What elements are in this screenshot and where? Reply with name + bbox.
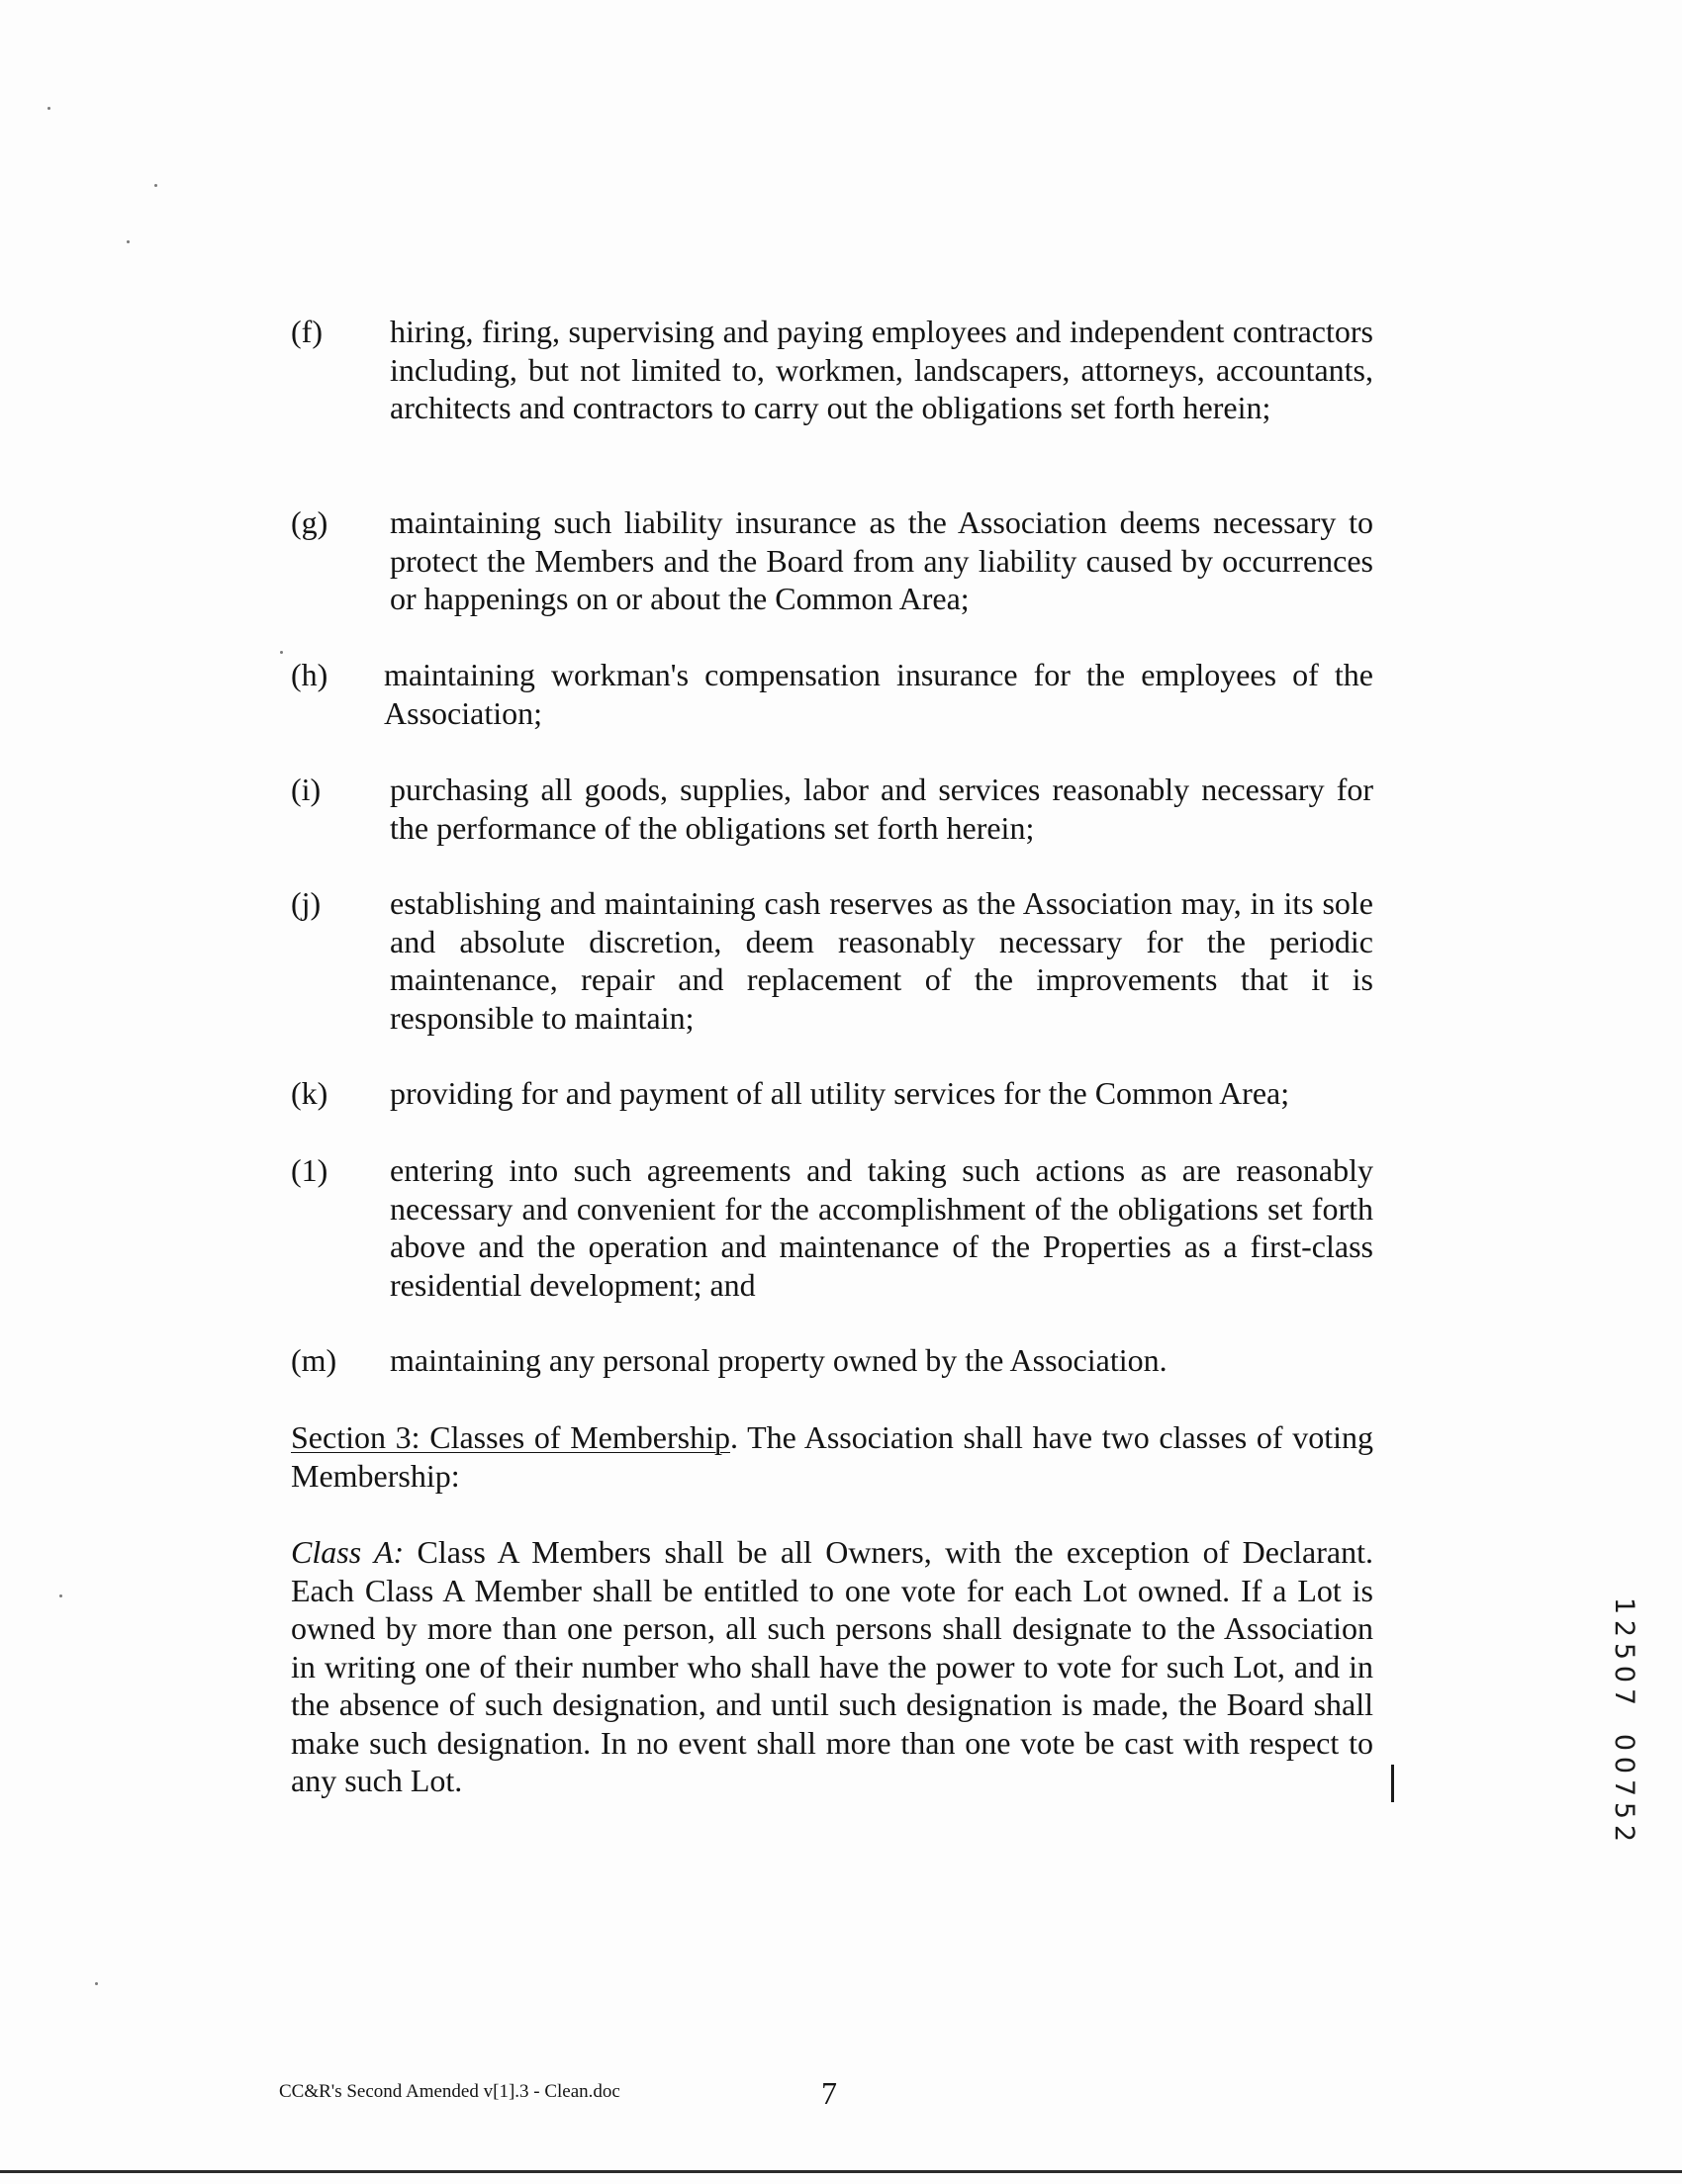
revision-change-bar [1391, 1765, 1394, 1802]
list-item [291, 1074, 1373, 1113]
list-item-label: (i) [291, 772, 322, 807]
class-a-text: Class A Members shall be all Owners, with the exception of Declarant. Each Class A Member shall be entitled to one vote for each Lot owned. If a Lot is owned by more than one person, all such persons shall designate to the Association in writing one of their number who shall have the power to vote for such Lot, and in the absence of such designation, and until such designation is made, the Board shall make such designation. In no event shall more than one vote be cast with respect to any such Lot. [291, 1534, 1374, 1798]
scan-speck [47, 107, 50, 110]
scan-speck [280, 651, 283, 654]
list-item-label: (k) [291, 1075, 328, 1111]
list-item-label: (m) [291, 1342, 337, 1378]
margin-recording-stamp [1605, 1594, 1644, 1845]
list-item-text: entering into such agreements and taking such actions as are reasonably necessary and convenient for the accomplishment of the obligations set forth above and the operation and maintenance of the Properties as a first-class residential development; and [390, 1152, 1373, 1303]
list-item-label: (1) [291, 1152, 328, 1188]
list-item-text: maintaining such liability insurance as the Association deems necessary to protect the Members and the Board from any liability caused by occurrences or happenings on or about the Common Area; [390, 504, 1373, 616]
list-item-label: (f) [291, 314, 323, 349]
list-item-text: hiring, firing, supervising and paying employees and independent contractors including, but not limited to, workmen, landscapers, attorneys, accountants, architects and contractors to carry out the obligations set forth herein; [390, 314, 1373, 425]
stamp-digit: 0 [1609, 1665, 1640, 1684]
stamp-digit: 7 [1609, 1687, 1640, 1706]
stamp-digit: 7 [1609, 1778, 1640, 1797]
list-item [291, 1341, 1373, 1380]
list-item-text: maintaining any personal property owned by the Association. [390, 1342, 1168, 1378]
stamp-digit: 1 [1609, 1596, 1640, 1615]
list-item-text: purchasing all goods, supplies, labor and services reasonably necessary for the performance of the obligations set forth herein; [390, 772, 1373, 846]
scan-speck [95, 1982, 98, 1985]
section-3-paragraph [291, 1418, 1373, 1495]
stamp-digit: 5 [1609, 1642, 1640, 1661]
list-item-label: (g) [291, 504, 328, 540]
stamp-digit: 0 [1609, 1756, 1640, 1774]
list-item [291, 503, 1373, 618]
stamp-digit: 2 [1609, 1619, 1640, 1638]
list-item [291, 313, 1373, 427]
footer-document-name: CC&R's Second Amended v[1].3 - Clean.doc [279, 2081, 620, 2102]
stamp-digit: 5 [1609, 1801, 1640, 1820]
section-3-heading: Section 3: Classes of Membership [291, 1419, 730, 1455]
list-item [291, 771, 1373, 847]
footer-page-number: 7 [821, 2075, 837, 2111]
scan-speck [127, 240, 130, 243]
class-a-label: Class A: [291, 1534, 405, 1570]
list-item-label: (h) [291, 657, 328, 692]
list-item-text: providing for and payment of all utility services for the Common Area; [390, 1075, 1290, 1111]
list-item [291, 884, 1373, 1037]
list-item-text: establishing and maintaining cash reserves as the Association may, in its sole and absolute discretion, deem reasonably necessary for the periodic maintenance, repair and replacement of the improvements that it is responsible to maintain; [390, 885, 1373, 1036]
list-item [291, 656, 1373, 732]
scan-speck [154, 184, 157, 187]
scan-speck [59, 1594, 62, 1597]
list-item [291, 1151, 1373, 1304]
list-item-text: maintaining workman's compensation insurance for the employees of the Association; [384, 657, 1373, 731]
stamp-digit: 2 [1609, 1824, 1640, 1843]
list-item-label: (j) [291, 885, 322, 921]
stamp-digit: 0 [1609, 1733, 1640, 1752]
section-3-text: . The Association shall have two classes of voting Membership: [291, 1419, 1374, 1494]
scan-bottom-edge [0, 2170, 1682, 2173]
class-a-paragraph [291, 1533, 1373, 1800]
